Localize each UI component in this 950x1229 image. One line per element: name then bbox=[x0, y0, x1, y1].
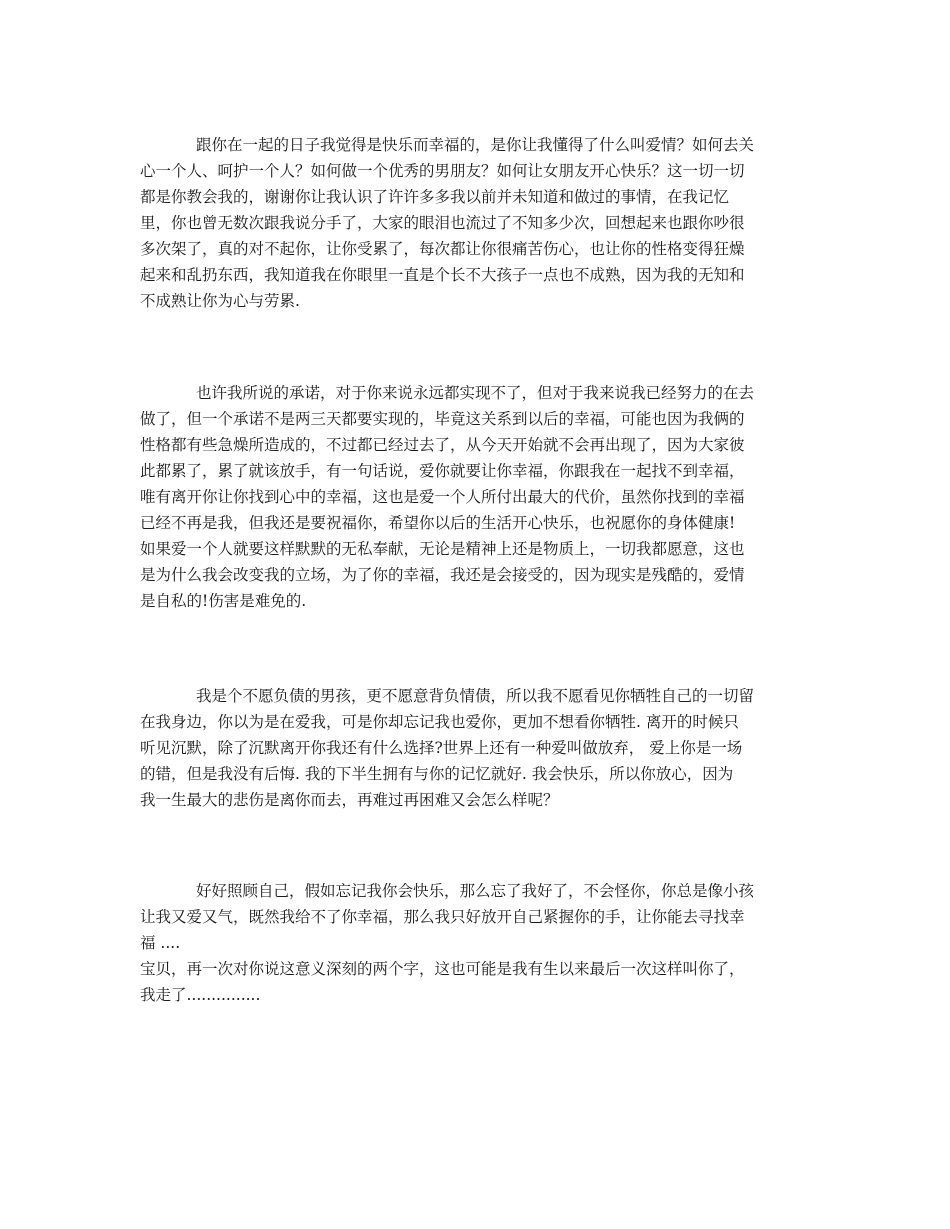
paragraph-line: 在我身边，你以为是在爱我，可是你却忘记我也爱你，更加不想看你牺牲. 离开的时候只 bbox=[140, 713, 739, 731]
paragraph-line: 我是个不愿负债的男孩，更不愿意背负情债，所以我不愿看见你牺牲自己的一切留 bbox=[196, 687, 755, 705]
paragraph-line: 做了，但一个承诺不是两三天都要实现的，毕竟这关系到以后的幸福，可能也因为我俩的 bbox=[140, 410, 745, 428]
paragraph-line: 好好照顾自己，假如忘记我你会快乐，那么忘了我好了，不会怪你，你总是像小孩 bbox=[196, 882, 755, 900]
paragraph-line: 里，你也曾无数次跟我说分手了，大家的眼泪也流过了不知多少次，回想起来也跟你吵很 bbox=[140, 214, 745, 232]
paragraph-line: 宝贝，再一次对你说这意义深刻的两个字，这也可能是我有生以来最后一次这样叫你了， bbox=[140, 960, 745, 978]
paragraph-line: 如果爱一个人就要这样默默的无私奉献，无论是精神上还是物质上，一切我都愿意，这也 bbox=[140, 540, 745, 558]
paragraph-line: 的错，但是我没有后悔. 我的下半生拥有与你的记忆就好. 我会快乐，所以你放心，因为 bbox=[140, 765, 734, 783]
paragraph-line: 心一个人、呵护一个人？如何做一个优秀的男朋友？如何让女朋友开心快乐？这一切一切 bbox=[140, 162, 745, 180]
paragraph-line: 是自私的!伤害是难免的. bbox=[140, 592, 307, 610]
paragraph-line: 福 .... bbox=[140, 934, 181, 952]
paragraph-4 bbox=[140, 878, 812, 1008]
paragraph-line: 跟你在一起的日子我觉得是快乐而幸福的，是你让我懂得了什么叫爱情？如何去关 bbox=[196, 136, 755, 154]
paragraph-line: 是为什么我会改变我的立场，为了你的幸福，我还是会接受的，因为现实是残酷的，爱情 bbox=[140, 566, 745, 584]
paragraph-line: 让我又爱又气，既然我给不了你幸福，那么我只好放开自己紧握你的手，让你能去寻找幸 bbox=[140, 908, 745, 926]
paragraph-line: 已经不再是我，但我还是要祝福你，希望你以后的生活开心快乐，也祝愿你的身体健康! bbox=[140, 514, 736, 532]
paragraph-line: 我走了............... bbox=[140, 986, 261, 1004]
paragraph-1 bbox=[140, 132, 812, 314]
paragraph-2 bbox=[140, 380, 812, 614]
paragraph-line: 唯有离开你让你找到心中的幸福，这也是爱一个人所付出最大的代价，虽然你找到的幸福 bbox=[140, 488, 745, 506]
paragraph-3 bbox=[140, 683, 812, 813]
paragraph-line: 起来和乱扔东西，我知道我在你眼里一直是个长不大孩子一点也不成熟，因为我的无知和 bbox=[140, 266, 745, 284]
paragraph-line: 也许我所说的承诺，对于你来说永远都实现不了，但对于我来说我已经努力的在去 bbox=[196, 384, 755, 402]
paragraph-line: 性格都有些急燥所造成的，不过都已经过去了，从今天开始就不会再出现了，因为大家彼 bbox=[140, 436, 745, 454]
paragraph-line: 我一生最大的悲伤是离你而去，再难过再困难又会怎么样呢？ bbox=[140, 791, 559, 809]
paragraph-line: 多次架了，真的对不起你，让你受累了，每次都让你很痛苦伤心，也让你的性格变得狂燥 bbox=[140, 240, 745, 258]
paragraph-line: 此都累了，累了就该放手，有一句话说，爱你就要让你幸福，你跟我在一起找不到幸福， bbox=[140, 462, 745, 480]
paragraph-line: 都是你教会我的，谢谢你让我认识了许许多多我以前并未知道和做过的事情，在我记忆 bbox=[140, 188, 730, 206]
paragraph-line: 不成熟让你为心与劳累. bbox=[140, 292, 300, 310]
paragraph-line: 听见沉默，除了沉默离开你我还有什么选择?世界上还有一种爱叫做放弃， 爱上你是一场 bbox=[140, 739, 743, 757]
